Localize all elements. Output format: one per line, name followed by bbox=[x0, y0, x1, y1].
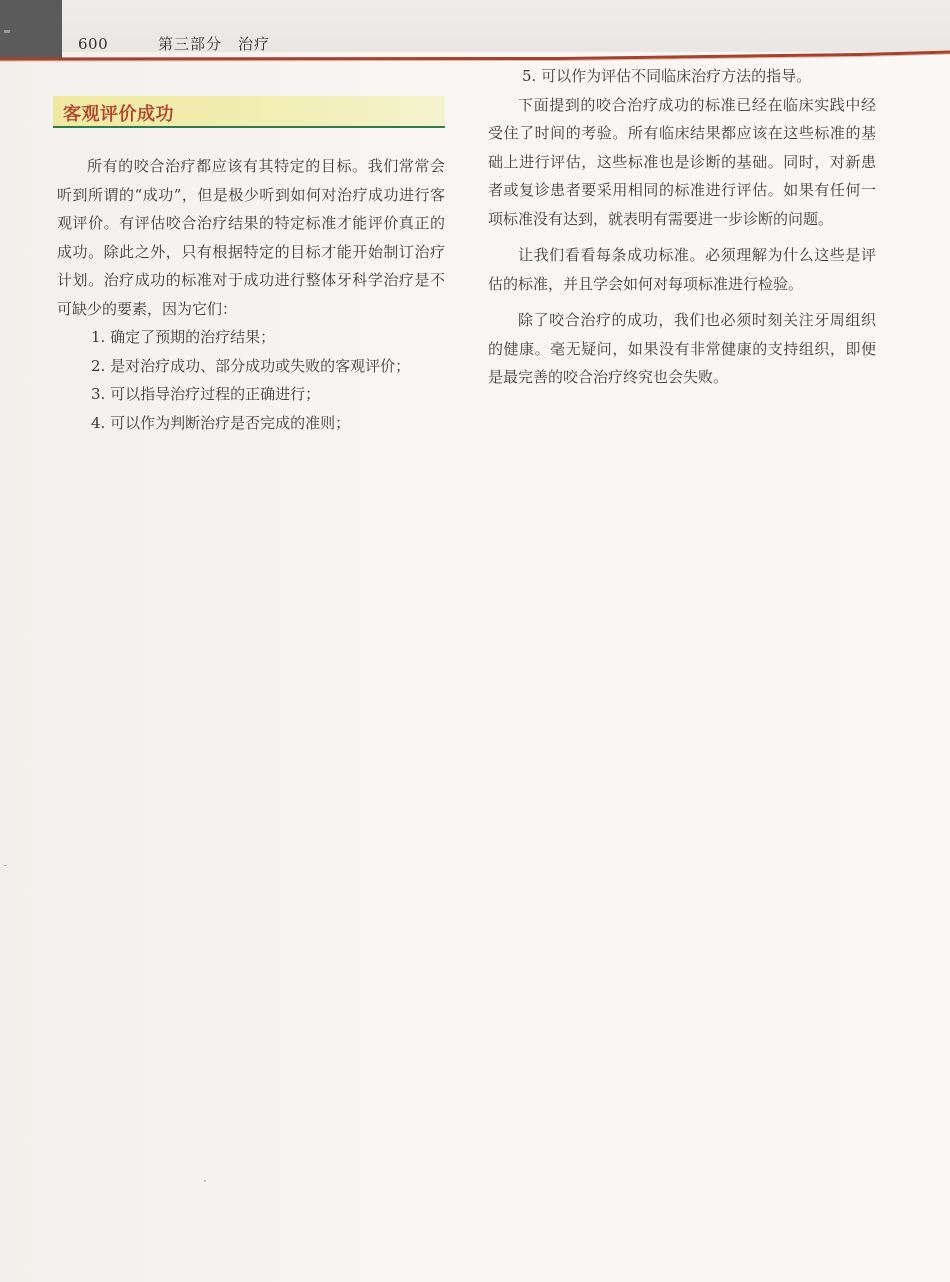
body-paragraph: 下面提到的咬合治疗成功的标准已经在临床实践中经受住了时间的考验。所有临床结果都应该在这些标准的基础上进行评估，这些标准也是诊断的基础。同时，对新患者或复诊患者要采用相同的标准进行评估。如果有任何一项标准没有达到，就表明有需要进一步诊断的问题。 bbox=[488, 95, 876, 228]
list-item: 1. 确定了预期的治疗结果； bbox=[91, 328, 276, 346]
section-heading: 客观评价成功 bbox=[63, 104, 174, 125]
list-item: 2. 是对治疗成功、部分成功或失败的客观评价； bbox=[91, 356, 411, 375]
section-heading-underline bbox=[53, 126, 445, 128]
criteria-list bbox=[57, 323, 445, 437]
list-item: 4. 可以作为判断治疗是否完成的准则； bbox=[91, 413, 351, 432]
body-paragraph: 除了咬合治疗的成功，我们也必须时刻关注牙周组织的健康。毫无疑问，如果没有非常健康的支持组织，即便是最完善的咬合治疗终究也会失败。 bbox=[488, 311, 876, 386]
paragraph-gap bbox=[488, 233, 876, 241]
scan-speck bbox=[204, 1180, 206, 1182]
section-heading-box bbox=[53, 96, 445, 126]
corner-mark bbox=[4, 30, 10, 33]
left-column bbox=[57, 152, 445, 437]
criteria-list-continued bbox=[488, 62, 876, 91]
part-title: 第三部分 治疗 bbox=[158, 35, 271, 53]
list-item: 3. 可以指导治疗过程的正确进行； bbox=[91, 385, 321, 403]
scan-speck bbox=[4, 865, 7, 866]
right-column bbox=[488, 62, 876, 392]
header-rule bbox=[0, 50, 950, 62]
paragraph-gap bbox=[488, 298, 876, 306]
page-number: 600 bbox=[78, 35, 109, 53]
intro-paragraph: 所有的咬合治疗都应该有其特定的目标。我们常常会听到所谓的“成功”，但是极少听到如何对治疗成功进行客观评价。有评估咬合治疗结果的特定标准才能评价真正的成功。除此之外，只有根据特定的目标才能开始制订治疗计划。治疗成功的标准对于成功进行整体牙科学治疗是不可缺少的要素，因为它们： bbox=[57, 157, 445, 318]
list-item: 5. 可以作为评估不同临床治疗方法的指导。 bbox=[522, 67, 812, 85]
body-paragraph: 让我们看看每条成功标准。必须理解为什么这些是评估的标准，并且学会如何对每项标准进行检验。 bbox=[488, 246, 876, 293]
